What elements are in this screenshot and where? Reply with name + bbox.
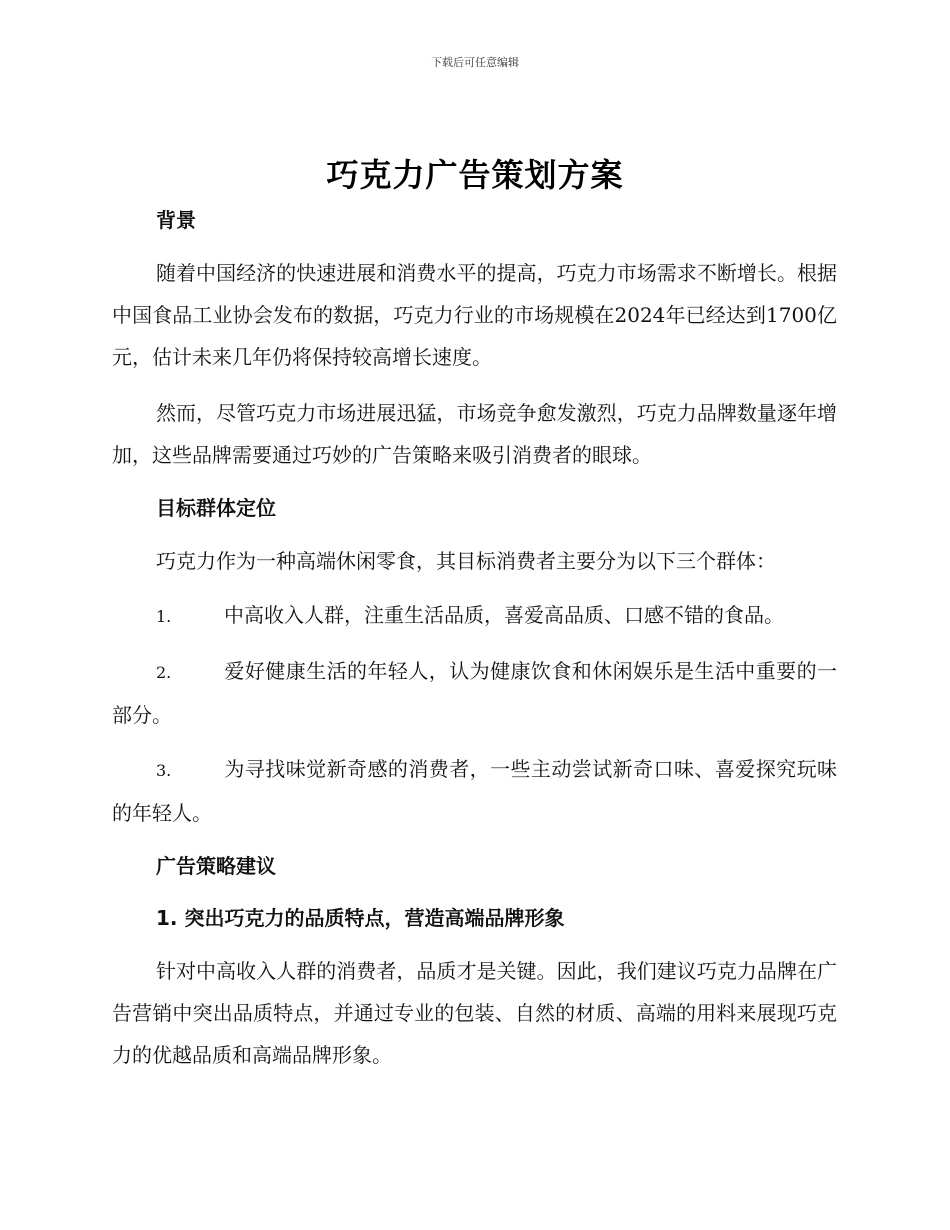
list-number: 1. <box>156 607 172 626</box>
section-heading-strategy: 广告策略建议 <box>156 854 276 878</box>
paragraph: 针对中高收入人群的消费者，品质才是关键。因此，我们建议巧克力品牌在广告营销中突出品质特点，并通过专业的包装、自然的材质、高端的用料来展现巧克力的优越品质和高端品牌形象。 <box>112 959 837 1067</box>
list-number: 2. <box>156 663 172 682</box>
list-item <box>112 650 837 736</box>
section-heading-target: 目标群体定位 <box>156 496 276 520</box>
list-item-text: 中高收入人群，注重生活品质，喜爱高品质、口感不错的食品。 <box>224 603 784 627</box>
section-heading-background: 背景 <box>156 208 196 232</box>
list-item-text: 爱好健康生活的年轻人，认为健康饮食和休闲娱乐是生活中重要的一部分。 <box>112 659 837 727</box>
list-item-text: 为寻找味觉新奇感的消费者，一些主动尝试新奇口味、喜爱探究玩味的年轻人。 <box>112 757 837 825</box>
paragraph: 随着中国经济的快速进展和消费水平的提高，巧克力市场需求不断增长。根据中国食品工业协会发布的数据，巧克力行业的市场规模在2024年已经达到1700亿元，估计未来几年仍将保持较高增长速度。 <box>112 261 837 369</box>
subsection-heading: 1. 突出巧克力的品质特点，营造高端品牌形象 <box>156 906 565 930</box>
list-number: 3. <box>156 761 172 780</box>
paragraph: 巧克力作为一种高端休闲零食，其目标消费者主要分为以下三个群体： <box>156 549 776 573</box>
list-item <box>112 748 837 834</box>
page-title: 巧克力广告策划方案 <box>326 156 624 194</box>
list-item <box>112 594 837 638</box>
page-header-note: 下载后可任意编辑 <box>431 56 519 69</box>
paragraph: 然而，尽管巧克力市场进展迅猛，市场竞争愈发激烈，巧克力品牌数量逐年增加，这些品牌需要通过巧妙的广告策略来吸引消费者的眼球。 <box>112 401 837 467</box>
document-body <box>112 200 837 1076</box>
